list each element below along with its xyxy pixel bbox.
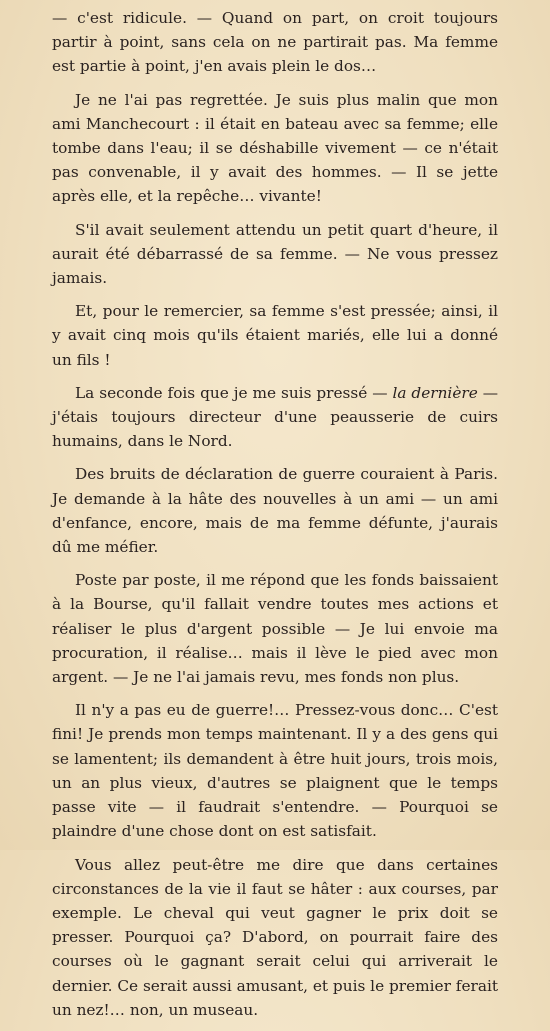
paragraph (52, 381, 498, 454)
paragraph (52, 568, 498, 689)
italic-text: la dernière (392, 383, 478, 402)
text-segment: Je ne l'ai pas regrettée. Je suis plus malin que mon ami Manchecourt : il était en bateau avec sa femme; elle tombe dans l'eau; il se déshabille vivement — ce n'était pas convenable, il y avait des hommes. — Il se jette après elle, et la repêche… vivante! (52, 90, 498, 206)
text-segment: — c'est ridicule. — Quand on part, on croit toujours partir à point, sans cela on ne partirait pas. Ma femme est partie à point, j'en avais plein le dos… (52, 9, 498, 76)
text-segment: Vous allez peut-être me dire que dans certaines circonstances de la vie il faut se hâter : aux courses, par exemple. Le cheval qui veut gagner le prix doit se presser. Pourquoi ça? D'abord, on pourrait faire des courses où le gagnant serait celui qui arriverait le dernier. Ce serait aussi amusant, et puis le premier ferait un nez!… non, un museau. (52, 855, 498, 1019)
text-segment: Et, pour le remercier, sa femme s'est pressée; ainsi, il y avait cinq mois qu'ils étaient mariés, elle lui a donné un fils ! (52, 302, 498, 369)
text-segment: Poste par poste, il me répond que les fonds baissaient à la Bourse, qu'il fallait vendre toutes mes actions et réaliser le plus d'argent possible — Je lui envoie ma procuration, il réalise… mais il lève le pied avec mon argent. — Je ne l'ai jamais revu, mes fonds non plus. (52, 571, 498, 687)
paragraph (52, 299, 498, 372)
paragraph (52, 698, 498, 843)
paragraph (52, 6, 498, 79)
text-segment: — j'étais toujours directeur d'une peausserie de cuirs humains, dans le Nord. (52, 383, 498, 451)
paragraph (52, 853, 498, 1022)
paragraph (52, 462, 498, 559)
text-segment: Des bruits de déclaration de guerre couraient à Paris. Je demande à la hâte des nouvelles à un ami — un ami d'enfance, encore, mais de ma femme défunte, j'aurais dû me méfier. (52, 465, 498, 557)
paragraph (52, 88, 498, 209)
text-segment: S'il avait seulement attendu un petit quart d'heure, il aurait été débarrassé de sa femme. — Ne vous pressez jamais. (52, 220, 498, 288)
page-text (52, 6, 498, 1031)
paragraph (52, 218, 498, 291)
text-segment: Il n'y a pas eu de guerre!… Pressez-vous donc… C'est fini! Je prends mon temps maintenant. Il y a des gens qui se lamentent; ils demandent à être huit jours, trois mois, un an plus vieux, d'autres se plaignent que le temps passe vite — il faudrait s'entendre. — Pourquoi se plaindre d'une chose dont on est satisfait. (52, 701, 498, 841)
text-segment: La seconde fois que je me suis pressé — (75, 383, 393, 402)
